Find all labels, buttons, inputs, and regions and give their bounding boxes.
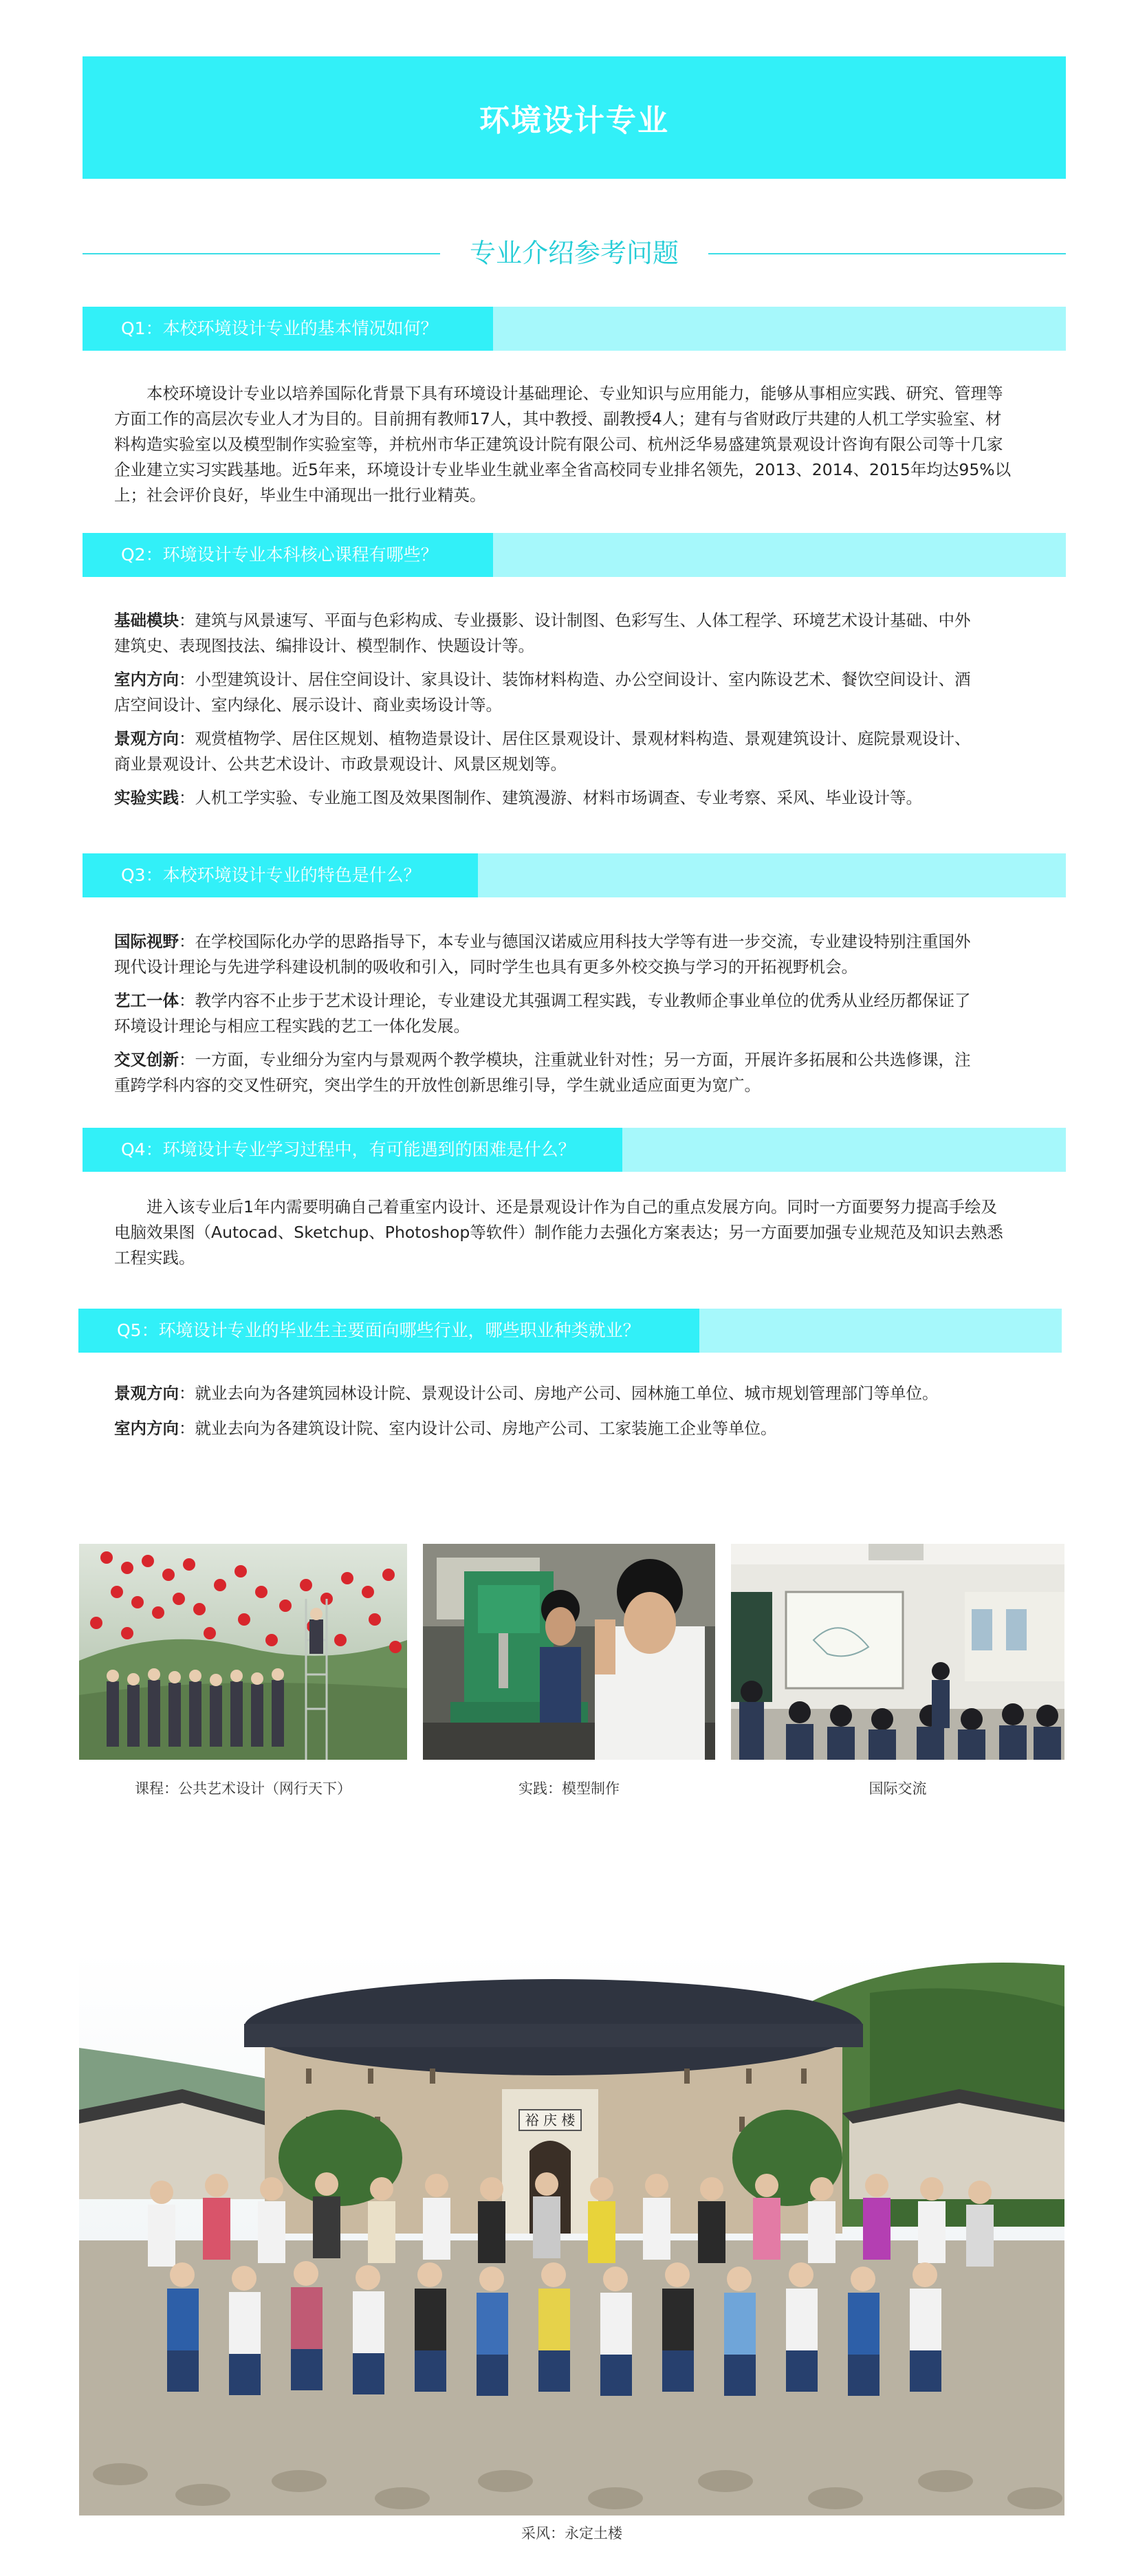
item-key: 景观方向: [114, 729, 179, 748]
title-banner: [83, 56, 1066, 179]
item-key: 基础模块: [114, 611, 179, 630]
question-q2: Q2：环境设计专业本科核心课程有哪些？: [121, 545, 438, 565]
item-key: 国际视野: [114, 932, 179, 951]
item-key: 室内方向: [114, 670, 179, 689]
item-text-cont: 重跨学科内容的交叉性研究，突出学生的开放性创新思维引导，学生就业适应面更为宽广。: [114, 1076, 761, 1095]
item-text: ：就业去向为各建筑设计院、室内设计公司、房地产公司、工家装施工企业等单位。: [179, 1419, 777, 1438]
photo-tulou-image: [79, 1952, 1064, 2515]
item-key: 艺工一体: [114, 991, 179, 1010]
feature-item-innovation: [114, 1047, 1063, 1098]
answer-line: 本校环境设计专业以培养国际化背景下具有环境设计基础理论、专业知识与应用能力，能够从事相应实践、研究、管理等: [146, 384, 1003, 403]
course-item-practice: [114, 785, 1063, 811]
course-item-landscape: [114, 726, 1063, 777]
photo-public-art-image: [79, 1544, 407, 1760]
question-bar-q2: [83, 533, 1066, 577]
photo-model-making-image: [423, 1544, 715, 1760]
item-text: ：在学校国际化办学的思路指导下，本专业与德国汉诺威应用科技大学等有进一步交流，专业建设特别注重国外: [179, 932, 971, 951]
answer-q2: [114, 608, 1063, 811]
feature-item-art-engineering: [114, 988, 1063, 1039]
question-bar-q4: [83, 1128, 1066, 1172]
item-text-cont: 商业景观设计、公共艺术设计、市政景观设计、风景区规划等。: [114, 754, 567, 774]
answer-line: 方面工作的高层次专业人才为目的。目前拥有教师17人，其中教授、副教授4人；建有与省财政厅共建的人机工学实验室、材: [114, 409, 1002, 428]
photo-international-exchange: [731, 1544, 1064, 1760]
career-item-interior: [114, 1416, 1063, 1441]
photo-tulou-group: [79, 1952, 1064, 2515]
item-key: 交叉创新: [114, 1050, 179, 1069]
item-text-cont: 建筑史、表现图技法、编排设计、模型制作、快题设计等。: [114, 636, 534, 655]
item-key: 实验实践: [114, 788, 179, 807]
photo-public-art-course: [79, 1544, 407, 1760]
photo-international-image: [731, 1544, 1064, 1760]
question-q5: Q5：环境设计专业的毕业生主要面向哪些行业，哪些职业种类就业？: [117, 1320, 640, 1340]
feature-item-international: [114, 929, 1063, 980]
item-key: 室内方向: [114, 1419, 179, 1438]
item-text-cont: 现代设计理论与先进学科建设机制的吸收和引入，同时学生也具有更多外校交换与学习的开拓视野机会。: [114, 957, 858, 976]
caption-model-making: 实践：模型制作: [518, 1780, 620, 1797]
question-bar-q1: [83, 307, 1066, 351]
question-q3: Q3：本校环境设计专业的特色是什么？: [121, 865, 421, 885]
page-title: 环境设计专业: [479, 103, 669, 138]
section-heading: [83, 237, 1066, 269]
course-item-interior: [114, 667, 1063, 718]
item-text-cont: 环境设计理论与相应工程实践的艺工一体化发展。: [114, 1016, 470, 1036]
caption-public-art: 课程：公共艺术设计（网行天下）: [135, 1780, 351, 1797]
course-item-basic: [114, 608, 1063, 659]
answer-line: 上；社会评价良好，毕业生中涌现出一批行业精英。: [114, 485, 486, 505]
photo-model-making: [423, 1544, 715, 1760]
question-q4: Q4：环境设计专业学习过程中，有可能遇到的困难是什么？: [121, 1139, 576, 1159]
caption-international: 国际交流: [869, 1780, 927, 1797]
answer-line: 电脑效果图（Autocad、Sketchup、Photoshop等软件）制作能力去强化方案表达；另一方面要加强专业规范及知识去熟悉: [114, 1223, 1003, 1242]
answer-line: 工程实践。: [114, 1248, 195, 1267]
answer-q4: [114, 1194, 1063, 1271]
section-subtitle: 专业介绍参考问题: [469, 238, 679, 268]
question-q1: Q1：本校环境设计专业的基本情况如何？: [121, 318, 438, 338]
item-text-cont: 店空间设计、室内绿化、展示设计、商业卖场设计等。: [114, 695, 502, 714]
answer-line: 进入该专业后1年内需要明确自己着重室内设计、还是景观设计作为自己的重点发展方向。同时一方面要努力提高手绘及: [146, 1197, 997, 1216]
item-text: ：就业去向为各建筑园林设计院、景观设计公司、房地产公司、园林施工单位、城市规划管理部门等单位。: [179, 1384, 939, 1403]
answer-q3: [114, 929, 1063, 1098]
item-text: ：一方面，专业细分为室内与景观两个教学模块，注重就业针对性；另一方面，开展许多拓展和公共选修课，注: [179, 1050, 971, 1069]
item-key: 景观方向: [114, 1384, 179, 1403]
answer-q1: [114, 381, 1063, 508]
caption-tulou: 采风：永定土楼: [521, 2525, 622, 2542]
item-text: ：小型建筑设计、居住空间设计、家具设计、装饰材料构造、办公空间设计、室内陈设艺术、餐饮空间设计、酒: [179, 670, 971, 689]
item-text: ：人机工学实验、专业施工图及效果图制作、建筑漫游、材料市场调查、专业考察、采风、毕业设计等。: [179, 788, 922, 807]
item-text: ：教学内容不止步于艺术设计理论，专业建设尤其强调工程实践，专业教师企事业单位的优秀从业经历都保证了: [179, 991, 971, 1010]
item-text: ：观赏植物学、居住区规划、植物造景设计、居住区景观设计、景观材料构造、景观建筑设计、庭院景观设计、: [179, 729, 971, 748]
answer-line: 企业建立实习实践基地。近5年来，环境设计专业毕业生就业率全省高校同专业排名领先，2013、2014、2015年均达95%以: [114, 460, 1012, 479]
divider-right: [708, 253, 1066, 254]
item-text: ：建筑与风景速写、平面与色彩构成、专业摄影、设计制图、色彩写生、人体工程学、环境艺术设计基础、中外: [179, 611, 971, 630]
question-bar-q5: [78, 1309, 1062, 1353]
tulou-sign: 裕 庆 楼: [525, 2112, 576, 2128]
answer-q5: [114, 1381, 1063, 1441]
question-bar-q3: [83, 853, 1066, 897]
career-item-landscape: [114, 1381, 1063, 1406]
answer-line: 料构造实验室以及模型制作实验室等，并杭州市华正建筑设计院有限公司、杭州泛华易盛建筑景观设计咨询有限公司等十几家: [114, 435, 1003, 454]
